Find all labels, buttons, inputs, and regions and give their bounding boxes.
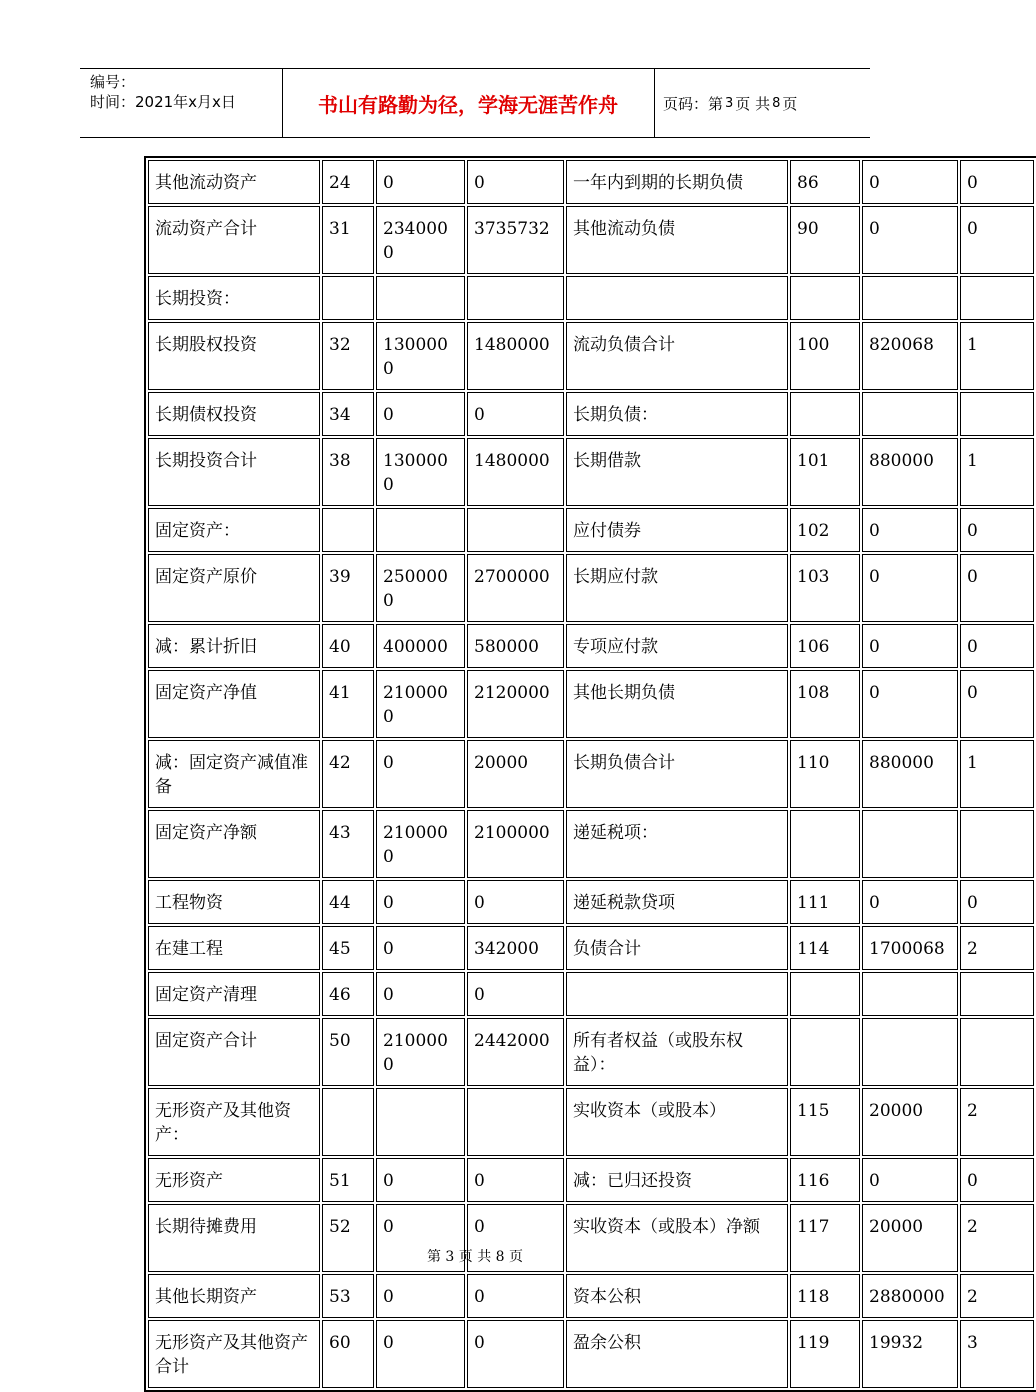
liability-end-amount: 0 (960, 670, 1034, 738)
asset-item: 其他长期资产 (148, 1274, 320, 1318)
page-current: 3 (725, 95, 734, 111)
asset-begin-amount: 2100000 (376, 670, 465, 738)
liability-end-amount: 0 (960, 1158, 1034, 1202)
asset-line-no (322, 508, 374, 552)
asset-end-amount (467, 276, 564, 320)
liability-item: 长期借款 (566, 438, 788, 506)
liability-end-amount: 2 (960, 1088, 1034, 1156)
liability-line-no: 100 (790, 322, 860, 390)
liability-line-no: 118 (790, 1274, 860, 1318)
liability-end-amount (960, 972, 1034, 1016)
asset-item: 固定资产： (148, 508, 320, 552)
liability-begin-amount: 820068 (862, 322, 958, 390)
liability-line-no: 119 (790, 1320, 860, 1388)
liability-begin-amount (862, 276, 958, 320)
asset-end-amount: 1480000 (467, 322, 564, 390)
asset-item: 固定资产净额 (148, 810, 320, 878)
asset-item: 固定资产清理 (148, 972, 320, 1016)
liability-item: 长期应付款 (566, 554, 788, 622)
table-row (148, 322, 1034, 390)
liability-end-amount (960, 1018, 1034, 1086)
asset-end-amount: 2120000 (467, 670, 564, 738)
asset-line-no: 44 (322, 880, 374, 924)
liability-end-amount (960, 392, 1034, 436)
liability-end-amount (960, 810, 1034, 878)
liability-line-no: 86 (790, 160, 860, 204)
asset-line-no: 51 (322, 1158, 374, 1202)
asset-begin-amount: 2500000 (376, 554, 465, 622)
liability-begin-amount: 0 (862, 554, 958, 622)
liability-end-amount: 0 (960, 554, 1034, 622)
asset-begin-amount: 2100000 (376, 810, 465, 878)
asset-begin-amount: 0 (376, 1320, 465, 1388)
liability-end-amount: 1 (960, 438, 1034, 506)
time-label: 时间：2021年x月x日 (90, 93, 236, 111)
liability-line-no: 108 (790, 670, 860, 738)
asset-begin-amount: 0 (376, 926, 465, 970)
table-row (148, 392, 1034, 436)
liability-end-amount: 2 (960, 1204, 1034, 1272)
page-total: 8 (772, 95, 781, 111)
liability-begin-amount: 1700068 (862, 926, 958, 970)
asset-begin-amount: 0 (376, 1158, 465, 1202)
liability-line-no (790, 276, 860, 320)
asset-line-no: 34 (322, 392, 374, 436)
liability-begin-amount: 880000 (862, 740, 958, 808)
liability-line-no (790, 972, 860, 1016)
liability-end-amount: 0 (960, 880, 1034, 924)
table-row (148, 880, 1034, 924)
asset-item: 无形资产及其他资产合计 (148, 1320, 320, 1388)
liability-begin-amount (862, 810, 958, 878)
liability-item (566, 276, 788, 320)
liability-begin-amount (862, 392, 958, 436)
table-row (148, 624, 1034, 668)
liability-begin-amount: 0 (862, 508, 958, 552)
asset-item: 固定资产合计 (148, 1018, 320, 1086)
liability-end-amount: 1 (960, 322, 1034, 390)
table-row (148, 508, 1034, 552)
table-row (148, 1158, 1034, 1202)
asset-end-amount: 0 (467, 972, 564, 1016)
asset-end-amount: 0 (467, 1204, 564, 1272)
asset-end-amount: 580000 (467, 624, 564, 668)
liability-line-no (790, 392, 860, 436)
header-motto: 书山有路勤为径，学海无涯苦作舟 (318, 92, 618, 117)
code-label: 编号： (90, 73, 136, 91)
asset-begin-amount: 0 (376, 880, 465, 924)
asset-item: 长期投资： (148, 276, 320, 320)
liability-end-amount: 2 (960, 1274, 1034, 1318)
asset-end-amount: 2442000 (467, 1018, 564, 1086)
asset-end-amount (467, 1088, 564, 1156)
asset-begin-amount (376, 276, 465, 320)
asset-begin-amount: 0 (376, 740, 465, 808)
asset-item: 无形资产及其他资产： (148, 1088, 320, 1156)
liability-line-no: 90 (790, 206, 860, 274)
table-row (148, 740, 1034, 808)
liability-item: 实收资本（或股本）净额 (566, 1204, 788, 1272)
asset-item: 流动资产合计 (148, 206, 320, 274)
table-row (148, 1274, 1034, 1318)
asset-line-no: 53 (322, 1274, 374, 1318)
liability-end-amount: 0 (960, 160, 1034, 204)
liability-item: 资本公积 (566, 1274, 788, 1318)
page-header (80, 68, 870, 138)
asset-end-amount: 0 (467, 1320, 564, 1388)
asset-item: 减：累计折旧 (148, 624, 320, 668)
liability-end-amount: 1 (960, 740, 1034, 808)
asset-begin-amount: 2100000 (376, 1018, 465, 1086)
liability-item: 减：已归还投资 (566, 1158, 788, 1202)
asset-begin-amount: 0 (376, 1204, 465, 1272)
asset-line-no (322, 276, 374, 320)
asset-end-amount: 0 (467, 1158, 564, 1202)
balance-sheet-table-wrapper (144, 156, 978, 1392)
liability-line-no: 106 (790, 624, 860, 668)
page-footer: 第 3 页 共 8 页 (426, 1249, 524, 1265)
asset-item: 长期待摊费用 (148, 1204, 320, 1272)
page-mid: 页 共 (735, 94, 771, 113)
liability-line-no: 116 (790, 1158, 860, 1202)
liability-end-amount: 0 (960, 624, 1034, 668)
balance-sheet-table (144, 156, 1036, 1392)
liability-end-amount: 0 (960, 206, 1034, 274)
liability-item: 其他长期负债 (566, 670, 788, 738)
liability-item: 所有者权益（或股东权益）： (566, 1018, 788, 1086)
liability-begin-amount: 0 (862, 1158, 958, 1202)
asset-end-amount: 20000 (467, 740, 564, 808)
liability-begin-amount (862, 972, 958, 1016)
liability-begin-amount: 0 (862, 880, 958, 924)
asset-line-no: 43 (322, 810, 374, 878)
asset-line-no: 45 (322, 926, 374, 970)
asset-line-no: 39 (322, 554, 374, 622)
asset-item: 固定资产原价 (148, 554, 320, 622)
liability-line-no (790, 1018, 860, 1086)
liability-item: 长期负债合计 (566, 740, 788, 808)
liability-begin-amount (862, 1018, 958, 1086)
asset-item: 其他流动资产 (148, 160, 320, 204)
asset-end-amount: 0 (467, 1274, 564, 1318)
asset-line-no: 46 (322, 972, 374, 1016)
table-row (148, 438, 1034, 506)
table-row (148, 670, 1034, 738)
asset-item: 长期债权投资 (148, 392, 320, 436)
asset-line-no: 24 (322, 160, 374, 204)
asset-item: 长期股权投资 (148, 322, 320, 390)
table-row (148, 160, 1034, 204)
liability-begin-amount: 0 (862, 160, 958, 204)
asset-line-no: 41 (322, 670, 374, 738)
liability-begin-amount: 20000 (862, 1088, 958, 1156)
liability-item: 递延税款贷项 (566, 880, 788, 924)
liability-line-no: 101 (790, 438, 860, 506)
asset-begin-amount: 2340000 (376, 206, 465, 274)
header-page-number (663, 69, 797, 137)
asset-item: 无形资产 (148, 1158, 320, 1202)
liability-end-amount: 2 (960, 926, 1034, 970)
page-prefix: 页码：第 (663, 94, 724, 113)
liability-line-no: 102 (790, 508, 860, 552)
liability-line-no (790, 810, 860, 878)
liability-item: 长期负债： (566, 392, 788, 436)
asset-end-amount: 1480000 (467, 438, 564, 506)
liability-end-amount: 0 (960, 508, 1034, 552)
liability-line-no: 103 (790, 554, 860, 622)
liability-item: 其他流动负债 (566, 206, 788, 274)
asset-end-amount: 342000 (467, 926, 564, 970)
asset-line-no: 52 (322, 1204, 374, 1272)
asset-end-amount (467, 508, 564, 552)
liability-end-amount: 3 (960, 1320, 1034, 1388)
liability-item: 负债合计 (566, 926, 788, 970)
liability-item: 专项应付款 (566, 624, 788, 668)
liability-begin-amount: 20000 (862, 1204, 958, 1272)
liability-item: 递延税项： (566, 810, 788, 878)
liability-item: 一年内到期的长期负债 (566, 160, 788, 204)
asset-begin-amount: 0 (376, 1274, 465, 1318)
liability-begin-amount: 880000 (862, 438, 958, 506)
asset-end-amount: 2100000 (467, 810, 564, 878)
table-row (148, 1320, 1034, 1388)
asset-begin-amount: 0 (376, 160, 465, 204)
table-row (148, 206, 1034, 274)
liability-item: 流动负债合计 (566, 322, 788, 390)
liability-item: 盈余公积 (566, 1320, 788, 1388)
asset-line-no: 50 (322, 1018, 374, 1086)
table-row (148, 972, 1034, 1016)
liability-line-no: 111 (790, 880, 860, 924)
asset-begin-amount: 1300000 (376, 322, 465, 390)
asset-line-no: 32 (322, 322, 374, 390)
balance-sheet-body (148, 160, 1034, 1388)
asset-begin-amount (376, 1088, 465, 1156)
asset-end-amount: 0 (467, 392, 564, 436)
table-row (148, 276, 1034, 320)
asset-item: 工程物资 (148, 880, 320, 924)
header-meta (90, 72, 236, 112)
asset-line-no: 38 (322, 438, 374, 506)
liability-line-no: 114 (790, 926, 860, 970)
asset-item: 固定资产净值 (148, 670, 320, 738)
asset-line-no: 42 (322, 740, 374, 808)
liability-end-amount (960, 276, 1034, 320)
asset-item: 在建工程 (148, 926, 320, 970)
asset-end-amount: 3735732 (467, 206, 564, 274)
table-row (148, 810, 1034, 878)
liability-item (566, 972, 788, 1016)
asset-line-no (322, 1088, 374, 1156)
asset-item: 减：固定资产减值准备 (148, 740, 320, 808)
table-row (148, 554, 1034, 622)
asset-line-no: 60 (322, 1320, 374, 1388)
asset-begin-amount: 0 (376, 972, 465, 1016)
liability-item: 应付债券 (566, 508, 788, 552)
asset-line-no: 40 (322, 624, 374, 668)
liability-begin-amount: 19932 (862, 1320, 958, 1388)
asset-begin-amount: 1300000 (376, 438, 465, 506)
asset-begin-amount: 400000 (376, 624, 465, 668)
asset-begin-amount (376, 508, 465, 552)
asset-end-amount: 0 (467, 160, 564, 204)
table-row (148, 1088, 1034, 1156)
asset-end-amount: 2700000 (467, 554, 564, 622)
liability-begin-amount: 0 (862, 206, 958, 274)
asset-end-amount: 0 (467, 880, 564, 924)
header-divider (654, 69, 655, 137)
asset-line-no: 31 (322, 206, 374, 274)
liability-item: 实收资本（或股本） (566, 1088, 788, 1156)
liability-line-no: 117 (790, 1204, 860, 1272)
asset-begin-amount: 0 (376, 392, 465, 436)
liability-begin-amount: 2880000 (862, 1274, 958, 1318)
liability-line-no: 115 (790, 1088, 860, 1156)
table-row (148, 926, 1034, 970)
table-row (148, 1018, 1034, 1086)
page-suffix: 页 (782, 94, 798, 113)
liability-begin-amount: 0 (862, 670, 958, 738)
asset-item: 长期投资合计 (148, 438, 320, 506)
liability-line-no: 110 (790, 740, 860, 808)
liability-begin-amount: 0 (862, 624, 958, 668)
